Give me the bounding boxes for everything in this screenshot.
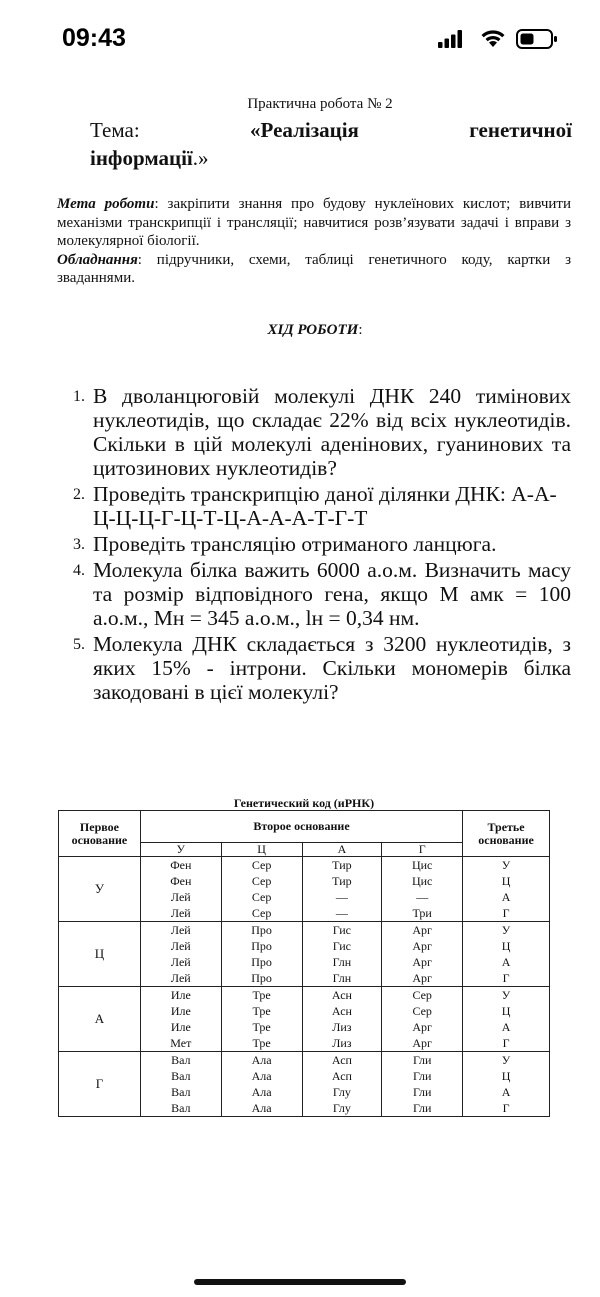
amino-acid-cell [140, 922, 221, 987]
amino-acid: — [416, 890, 429, 904]
equipment-paragraph [57, 251, 571, 288]
amino-acid: Фен [170, 874, 192, 888]
task-number: 4. [73, 562, 85, 579]
wifi-icon [480, 28, 506, 48]
first-base-cell: Г [59, 1052, 141, 1117]
third-base-cell [463, 857, 550, 922]
amino-acid: Ала [251, 1101, 272, 1115]
topic-word-3: інформації [90, 146, 193, 170]
task-text: Проведіть трансляцію отриманого ланцюга. [93, 532, 497, 556]
amino-acid: Арг [412, 1036, 432, 1050]
amino-acid: Асн [331, 1004, 352, 1018]
topic-word-1: «Реалізація [250, 118, 359, 142]
amino-acid: Лей [170, 923, 191, 937]
goal-paragraph [57, 195, 571, 251]
status-time: 09:43 [62, 24, 126, 52]
procedure-label: ХІД РОБОТИ [267, 322, 359, 338]
codon-row [59, 857, 550, 922]
task-number: 5. [73, 636, 85, 653]
cellular-signal-icon [438, 30, 464, 48]
amino-acid: Гли [412, 1101, 432, 1115]
amino-acid: Про [251, 971, 272, 985]
amino-acid: Иле [170, 988, 191, 1002]
task-item [73, 532, 571, 556]
task-item [73, 384, 571, 480]
topic-line [90, 118, 572, 143]
amino-acid: Тре [252, 1020, 271, 1034]
amino-acid: Арг [412, 971, 432, 985]
topic-word-2: генетичної [469, 118, 572, 142]
amino-acid: Лей [170, 906, 191, 920]
task-list [73, 384, 571, 706]
amino-acid: Ала [251, 1085, 272, 1099]
amino-acid: Три [412, 906, 432, 920]
amino-acid: Глн [332, 971, 352, 985]
task-item [73, 632, 571, 704]
amino-acid: Вал [171, 1053, 191, 1067]
amino-acid-cell [382, 987, 463, 1052]
goal-text: : закріпити знання про будову нуклеїнових кислот; вивчити механізми транскрипції і трансляції; навчитися розв’язувати задачі і вправи з молекулярної біології. [57, 196, 571, 249]
home-indicator[interactable] [194, 1279, 406, 1285]
amino-acid: Арг [412, 955, 432, 969]
amino-acid: Тре [252, 1036, 271, 1050]
amino-acid: Гли [412, 1069, 432, 1083]
amino-acid-cell [302, 1052, 382, 1117]
amino-acid: Сер [251, 858, 272, 872]
third-base-header: Третье основание [463, 811, 550, 857]
amino-acid: Гис [332, 939, 352, 953]
amino-acid: Тир [332, 874, 352, 888]
amino-acid: Про [251, 955, 272, 969]
amino-acid: Глу [332, 1085, 351, 1099]
first-base-cell: А [59, 987, 141, 1052]
amino-acid-cell [382, 1052, 463, 1117]
codon-row [59, 987, 550, 1052]
third-base: Г [502, 906, 510, 920]
amino-acid-cell [221, 987, 302, 1052]
amino-acid-cell [382, 857, 463, 922]
amino-acid: Иле [170, 1020, 191, 1034]
amino-acid: Вал [171, 1069, 191, 1083]
third-base-cell [463, 922, 550, 987]
amino-acid: Цис [411, 874, 433, 888]
amino-acid: Гис [332, 923, 352, 937]
first-base-header: Первое основание [59, 811, 141, 857]
procedure-heading [0, 322, 600, 339]
task-item [73, 482, 571, 530]
amino-acid-cell [140, 857, 221, 922]
amino-acid-cell [140, 1052, 221, 1117]
codon-body [59, 857, 550, 1117]
second-base-a: А [302, 843, 382, 857]
task-text: Проведіть транскрипцію даної ділянки ДНК: А-А-Ц-Ц-Ц-Г-Ц-Т-Ц-А-А-А-Т-Г-Т [93, 482, 557, 530]
amino-acid: Асн [331, 988, 352, 1002]
amino-acid: Вал [171, 1101, 191, 1115]
topic-label: Тема: [90, 118, 140, 142]
amino-acid: Глн [332, 955, 352, 969]
task-item [73, 558, 571, 630]
status-bar [0, 0, 600, 80]
third-base-cell [463, 987, 550, 1052]
amino-acid: Тре [252, 1004, 271, 1018]
amino-acid: — [335, 890, 348, 904]
topic-end: .» [192, 146, 209, 170]
goal-label: Мета роботи [57, 196, 155, 212]
battery-icon [516, 29, 558, 49]
third-base: У [501, 1053, 511, 1067]
task-number: 3. [73, 536, 85, 553]
practical-work-title: Практична робота № 2 [247, 96, 393, 112]
amino-acid: Цис [411, 858, 433, 872]
amino-acid: Сер [251, 890, 272, 904]
genetic-code-table [58, 796, 550, 1117]
amino-acid: Сер [412, 988, 432, 1002]
amino-acid: Гли [412, 1053, 432, 1067]
third-base: Г [502, 1101, 510, 1115]
task-text: Молекула ДНК складається з 3200 нуклеотидів, з яких 15% - інтрони. Скільки мономерів білка закодовані в цієї молекулі? [93, 632, 571, 704]
topic-line-2 [90, 146, 209, 171]
amino-acid-cell [302, 922, 382, 987]
amino-acid: Лей [170, 955, 191, 969]
amino-acid: Лиз [332, 1020, 352, 1034]
amino-acid: Гли [412, 1085, 432, 1099]
amino-acid: Тир [332, 858, 352, 872]
amino-acid: Сер [251, 874, 272, 888]
amino-acid-cell [302, 857, 382, 922]
third-base: Г [502, 971, 510, 985]
third-base: Ц [501, 874, 511, 888]
third-base: А [501, 955, 511, 969]
task-number: 2. [73, 486, 85, 503]
task-text: Молекула білка важить 6000 а.о.м. Визначить масу та розмір відповідного гена, якщо М амк = 100 а.о.м., Мн = 345 а.о.м., lн = 0,34 нм. [93, 558, 571, 630]
genetic-code-title: Генетический код (иРНК) [233, 796, 375, 810]
third-base-cell [463, 1052, 550, 1117]
amino-acid: Глу [332, 1101, 351, 1115]
third-base: У [501, 858, 511, 872]
table-header-row [59, 811, 550, 843]
amino-acid: Арг [412, 939, 432, 953]
amino-acid: Сер [412, 1004, 432, 1018]
amino-acid: Мет [170, 1036, 192, 1050]
amino-acid: Лей [170, 939, 191, 953]
amino-acid: Вал [171, 1085, 191, 1099]
amino-acid: Про [251, 923, 272, 937]
amino-acid: Фен [170, 858, 192, 872]
second-base-g: Г [382, 843, 463, 857]
amino-acid: Лей [170, 971, 191, 985]
equipment-label: Обладнання [57, 251, 138, 268]
codon-row [59, 922, 550, 987]
first-base-cell: Ц [59, 922, 141, 987]
amino-acid: Ала [251, 1053, 272, 1067]
third-base: А [501, 1020, 511, 1034]
equipment-text: : підручники, схеми, таблиці генетичного коду, картки з зваданнями. [57, 251, 571, 286]
task-text: В дволанцюговій молекулі ДНК 240 тимінових нуклеотидів, що складає 22% від всіх нуклеотидів. Скільки в цій молекулі аденінових, гуанинових та цитозинових нуклеотидів? [93, 384, 571, 480]
amino-acid: Тре [252, 988, 271, 1002]
third-base: Ц [501, 939, 511, 953]
amino-acid: Лиз [332, 1036, 352, 1050]
amino-acid: — [335, 906, 348, 920]
amino-acid: Асп [331, 1069, 352, 1083]
procedure-colon: : [358, 322, 363, 338]
amino-acid: Сер [251, 906, 272, 920]
amino-acid-cell [221, 857, 302, 922]
third-base: У [501, 988, 511, 1002]
third-base: А [501, 1085, 511, 1099]
second-base-u: У [140, 843, 221, 857]
third-base: А [501, 890, 511, 904]
second-base-c: Ц [221, 843, 302, 857]
codon-table [58, 810, 550, 1117]
amino-acid: Иле [170, 1004, 191, 1018]
meta-section [57, 195, 571, 288]
amino-acid-cell [382, 922, 463, 987]
amino-acid: Арг [412, 923, 432, 937]
amino-acid-cell [221, 922, 302, 987]
third-base: У [501, 923, 511, 937]
amino-acid: Про [251, 939, 272, 953]
amino-acid: Ала [251, 1069, 272, 1083]
second-base-header: Второе основание [140, 811, 462, 843]
amino-acid: Асп [331, 1053, 352, 1067]
amino-acid-cell [140, 987, 221, 1052]
amino-acid-cell [302, 987, 382, 1052]
third-base: Ц [501, 1069, 511, 1083]
task-number: 1. [73, 388, 85, 405]
third-base: Ц [501, 1004, 511, 1018]
amino-acid: Арг [412, 1020, 432, 1034]
first-base-cell: У [59, 857, 141, 922]
amino-acid: Лей [170, 890, 191, 904]
amino-acid-cell [221, 1052, 302, 1117]
third-base: Г [502, 1036, 510, 1050]
codon-row [59, 1052, 550, 1117]
